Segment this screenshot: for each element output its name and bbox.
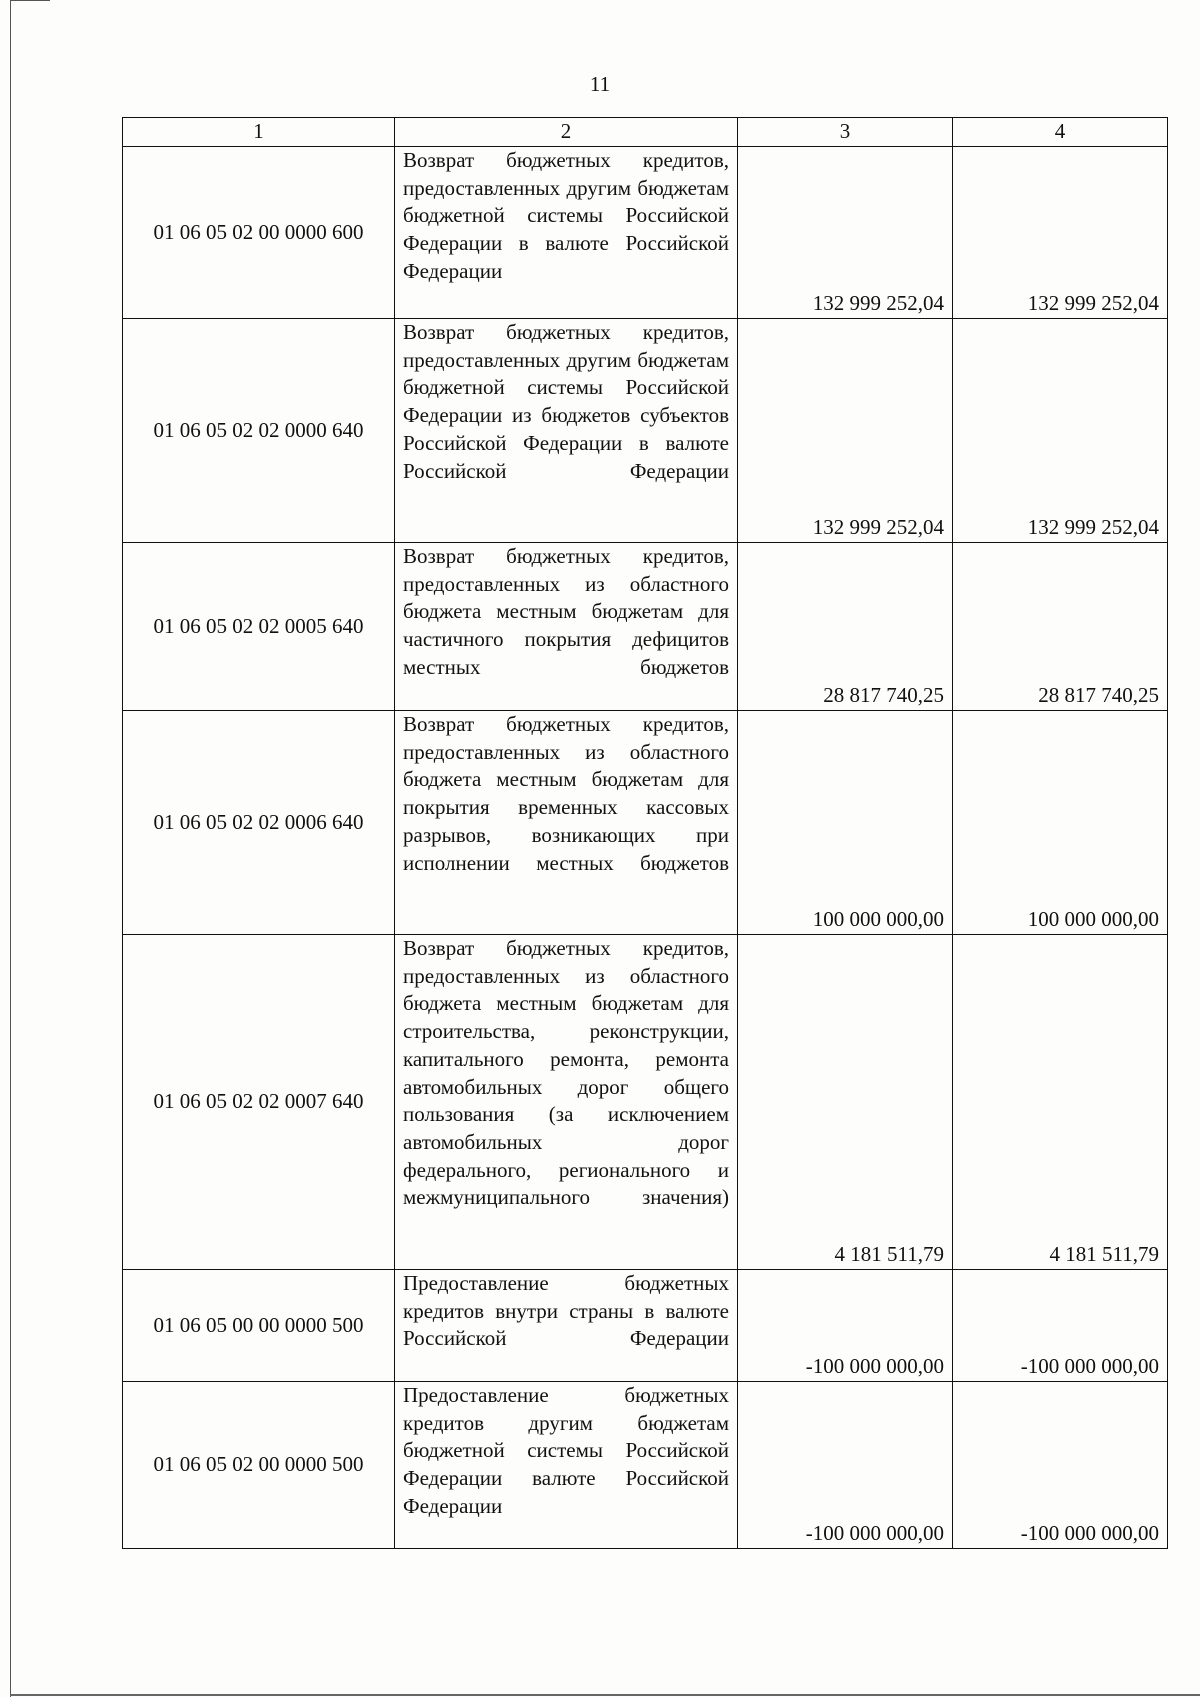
- amount-col4: -100 000 000,00: [953, 1381, 1168, 1548]
- budget-item-name-text: Возврат бюджетных кредитов, предоставленных из областного бюджета местным бюджетам для покрытия временных кассовых разрывов, возникающих при исполнении местных бюджетов: [403, 712, 729, 875]
- budget-code: 01 06 05 02 00 0000 600: [123, 147, 395, 319]
- amount-col3: 100 000 000,00: [738, 711, 953, 935]
- table-row: [123, 1381, 1168, 1548]
- budget-code: 01 06 05 00 00 0000 500: [123, 1270, 395, 1382]
- table-row: [123, 319, 1168, 543]
- scan-edge-top: [10, 0, 50, 1]
- amount-col4: 132 999 252,04: [953, 147, 1168, 319]
- table-row: [123, 935, 1168, 1270]
- column-header: 4: [953, 118, 1168, 147]
- table-row: [123, 147, 1168, 319]
- budget-code: 01 06 05 02 02 0007 640: [123, 935, 395, 1270]
- table-row: [123, 711, 1168, 935]
- budget-item-name: [395, 543, 738, 711]
- scan-edge-bottom: [10, 1694, 1200, 1696]
- amount-col3: -100 000 000,00: [738, 1381, 953, 1548]
- budget-item-name: [395, 935, 738, 1270]
- amount-col4: -100 000 000,00: [953, 1270, 1168, 1382]
- amount-col3: 28 817 740,25: [738, 543, 953, 711]
- budget-sources-table: [122, 117, 1168, 1549]
- amount-col4: 28 817 740,25: [953, 543, 1168, 711]
- column-header: 3: [738, 118, 953, 147]
- column-header: 1: [123, 118, 395, 147]
- budget-item-name: [395, 147, 738, 319]
- page-number: 11: [589, 72, 611, 96]
- budget-item-name-text: Предоставление бюджетных кредитов внутри страны в валюте Российской Федерации: [403, 1271, 729, 1351]
- amount-col3: -100 000 000,00: [738, 1270, 953, 1382]
- amount-col3: 132 999 252,04: [738, 147, 953, 319]
- budget-item-name-text: Возврат бюджетных кредитов, предоставленных другим бюджетам бюджетной системы Российской Федерации в валюте Российской Федерации: [403, 148, 729, 283]
- budget-item-name-text: Возврат бюджетных кредитов, предоставленных другим бюджетам бюджетной системы Российской Федерации из бюджетов субъектов Российской Федерации в валюте Российской Федерации: [403, 320, 729, 483]
- budget-code: 01 06 05 02 00 0000 500: [123, 1381, 395, 1548]
- budget-item-name: [395, 1381, 738, 1548]
- table-row: [123, 1270, 1168, 1382]
- amount-col3: 4 181 511,79: [738, 935, 953, 1270]
- amount-col4: 132 999 252,04: [953, 319, 1168, 543]
- budget-code: 01 06 05 02 02 0005 640: [123, 543, 395, 711]
- budget-item-name: [395, 1270, 738, 1382]
- budget-item-name-text: Возврат бюджетных кредитов, предоставленных из областного бюджета местным бюджетам для строительства, реконструкции, капитального ремонта, ремонта автомобильных дорог общего пользования (за исключением автомобильных дорог федерального, регионального и межмуниципального значения): [403, 936, 729, 1210]
- amount-col4: 4 181 511,79: [953, 935, 1168, 1270]
- budget-item-name: [395, 319, 738, 543]
- budget-code: 01 06 05 02 02 0006 640: [123, 711, 395, 935]
- table-row: [123, 543, 1168, 711]
- amount-col4: 100 000 000,00: [953, 711, 1168, 935]
- budget-code: 01 06 05 02 02 0000 640: [123, 319, 395, 543]
- budget-item-name: [395, 711, 738, 935]
- scan-edge-left: [10, 0, 11, 1697]
- amount-col3: 132 999 252,04: [738, 319, 953, 543]
- budget-item-name-text: Предоставление бюджетных кредитов другим бюджетам бюджетной системы Российской Федерации валюте Российской Федерации: [403, 1382, 729, 1518]
- column-header: 2: [395, 118, 738, 147]
- budget-item-name-text: Возврат бюджетных кредитов, предоставленных из областного бюджета местным бюджетам для частичного покрытия дефицитов местных бюджетов: [403, 544, 729, 679]
- table-header-row: [123, 118, 1168, 147]
